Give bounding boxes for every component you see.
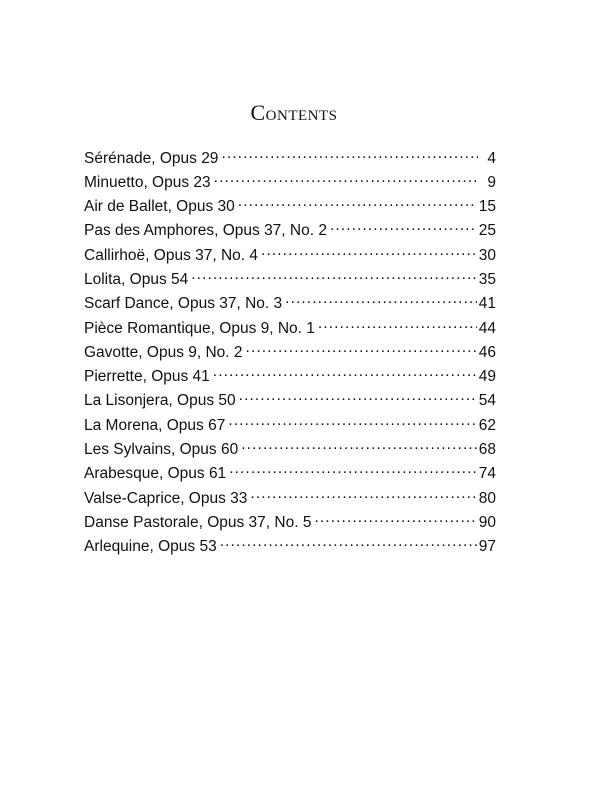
- toc-entry-page: 62: [478, 416, 496, 434]
- dot-leader: [318, 317, 477, 333]
- dot-leader: [214, 171, 478, 187]
- page-title: Contents: [250, 100, 338, 125]
- toc-entry: [84, 341, 496, 365]
- toc-entry-title: Pièce Romantique, Opus 9, No. 1: [84, 319, 315, 337]
- toc-entry-page: 35: [478, 270, 496, 288]
- dot-leader: [241, 439, 477, 455]
- toc-entry-page: 15: [478, 198, 496, 216]
- toc-entry: [84, 511, 496, 535]
- toc-entry-title: La Morena, Opus 67: [84, 416, 226, 434]
- dot-leader: [330, 220, 477, 236]
- toc-entry: [84, 487, 496, 511]
- toc-entry-page: 49: [478, 368, 496, 386]
- toc-entry-page: 46: [478, 343, 496, 361]
- toc-entry-page: 90: [478, 513, 496, 531]
- dot-leader: [314, 511, 476, 527]
- toc-entry: [84, 220, 496, 244]
- dot-leader: [221, 147, 478, 163]
- toc-entry: [84, 463, 496, 487]
- toc-entry-title: La Lisonjera, Opus 50: [84, 392, 236, 410]
- toc-entry-title: Sérénade, Opus 29: [84, 149, 219, 167]
- toc-entry: [84, 390, 496, 414]
- toc-entry: [84, 147, 496, 171]
- toc-entry-title: Minuetto, Opus 23: [84, 173, 211, 191]
- dot-leader: [239, 390, 477, 406]
- dot-leader: [213, 366, 477, 382]
- toc-entry-page: 97: [478, 538, 496, 556]
- dot-leader: [261, 244, 477, 260]
- toc-entry-page: 41: [478, 295, 496, 313]
- toc-entry-page: 25: [478, 222, 496, 240]
- toc-entry: [84, 414, 496, 438]
- toc-entry-page: 9: [487, 173, 496, 191]
- toc-entry: [84, 439, 496, 463]
- toc-entry-title: Callirhoë, Opus 37, No. 4: [84, 246, 259, 264]
- toc-entry-title: Pas des Amphores, Opus 37, No. 2: [84, 222, 327, 240]
- toc-entry-title: Pierrette, Opus 41: [84, 368, 210, 386]
- toc-entry-title: Valse-Caprice, Opus 33: [84, 489, 248, 507]
- toc-entry: [84, 196, 496, 220]
- toc-entry: [84, 171, 496, 195]
- toc-entry-title: Les Sylvains, Opus 60: [84, 441, 239, 459]
- toc-entry-title: Scarf Dance, Opus 37, No. 3: [84, 295, 283, 313]
- dot-leader: [250, 487, 476, 503]
- toc-entry: [84, 268, 496, 292]
- dot-leader: [228, 414, 476, 430]
- toc-entry-page: 44: [478, 319, 496, 337]
- toc-entry-title: Lolita, Opus 54: [84, 270, 189, 288]
- dot-leader: [191, 268, 476, 284]
- toc-entry: [84, 536, 496, 560]
- toc-entry-title: Arabesque, Opus 61: [84, 465, 227, 483]
- toc-entry: [84, 293, 496, 317]
- dot-leader: [285, 293, 477, 309]
- toc-entry-title: Gavotte, Opus 9, No. 2: [84, 343, 243, 361]
- toc-entry-page: 54: [478, 392, 496, 410]
- toc-entry: [84, 244, 496, 268]
- toc-entry-page: 80: [478, 489, 496, 507]
- toc-entry: [84, 366, 496, 390]
- toc-entry-page: 74: [478, 465, 496, 483]
- dot-leader: [246, 341, 477, 357]
- toc-entry-title: Air de Ballet, Opus 30: [84, 198, 235, 216]
- toc-entry-page: 4: [487, 149, 496, 167]
- dot-leader: [238, 196, 477, 212]
- toc-entry-title: Arlequine, Opus 53: [84, 538, 217, 556]
- dot-leader: [220, 536, 477, 552]
- toc-entry-page: 68: [478, 441, 496, 459]
- toc-entry: [84, 317, 496, 341]
- toc-entry-title: Danse Pastorale, Opus 37, No. 5: [84, 513, 312, 531]
- toc-entry-page: 30: [478, 246, 496, 264]
- table-of-contents: [84, 147, 496, 560]
- dot-leader: [229, 463, 477, 479]
